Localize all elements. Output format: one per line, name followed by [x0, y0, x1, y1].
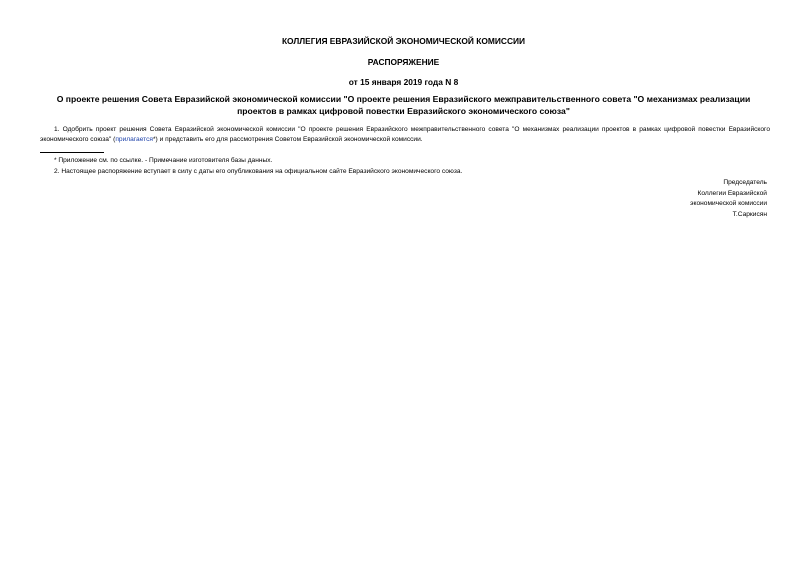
signature-commission: экономической комиссии: [690, 200, 767, 207]
signature-body: Коллегии Евразийской: [697, 190, 767, 197]
document-date: от 15 января 2019 года N 8: [348, 77, 459, 87]
paragraph-1-text-start: 1. Одобрить проект решения Совета Евразийской экономической комиссии "О проекте решения Евразийского межправительственного совета "О механизмах реализации проектов в рамках цифровой повестки Евразийского экономического союза" (: [40, 126, 770, 143]
paragraph-2: 2. Настоящее распоряжение вступает в силу с даты его опубликования на официальном сайте Евразийского экономического союза.: [54, 168, 463, 175]
footnote: * Приложение см. по ссылке. - Примечание изготовителя базы данных.: [54, 157, 273, 164]
organization-title: КОЛЛЕГИЯ ЕВРАЗИЙСКОЙ ЭКОНОМИЧЕСКОЙ КОМИССИИ: [281, 36, 526, 46]
appendix-link[interactable]: прилагается: [115, 136, 153, 143]
signature-position: Председатель: [723, 179, 767, 186]
paragraph-1-text-end: *) и представить его для рассмотрения Советом Евразийской экономической комиссии.: [152, 136, 423, 143]
document-subject: О проекте решения Совета Евразийской экономической комиссии "О проекте решения Евразийского межправительственного совета "О механизмах реализации проектов в рамках цифровой повестки Евразийского экономического союза": [56, 94, 751, 116]
paragraph-1: [40, 125, 770, 145]
signature-name: Т.Саркисян: [732, 211, 767, 218]
document-type: РАСПОРЯЖЕНИЕ: [367, 57, 440, 67]
footnote-separator: [40, 152, 104, 153]
